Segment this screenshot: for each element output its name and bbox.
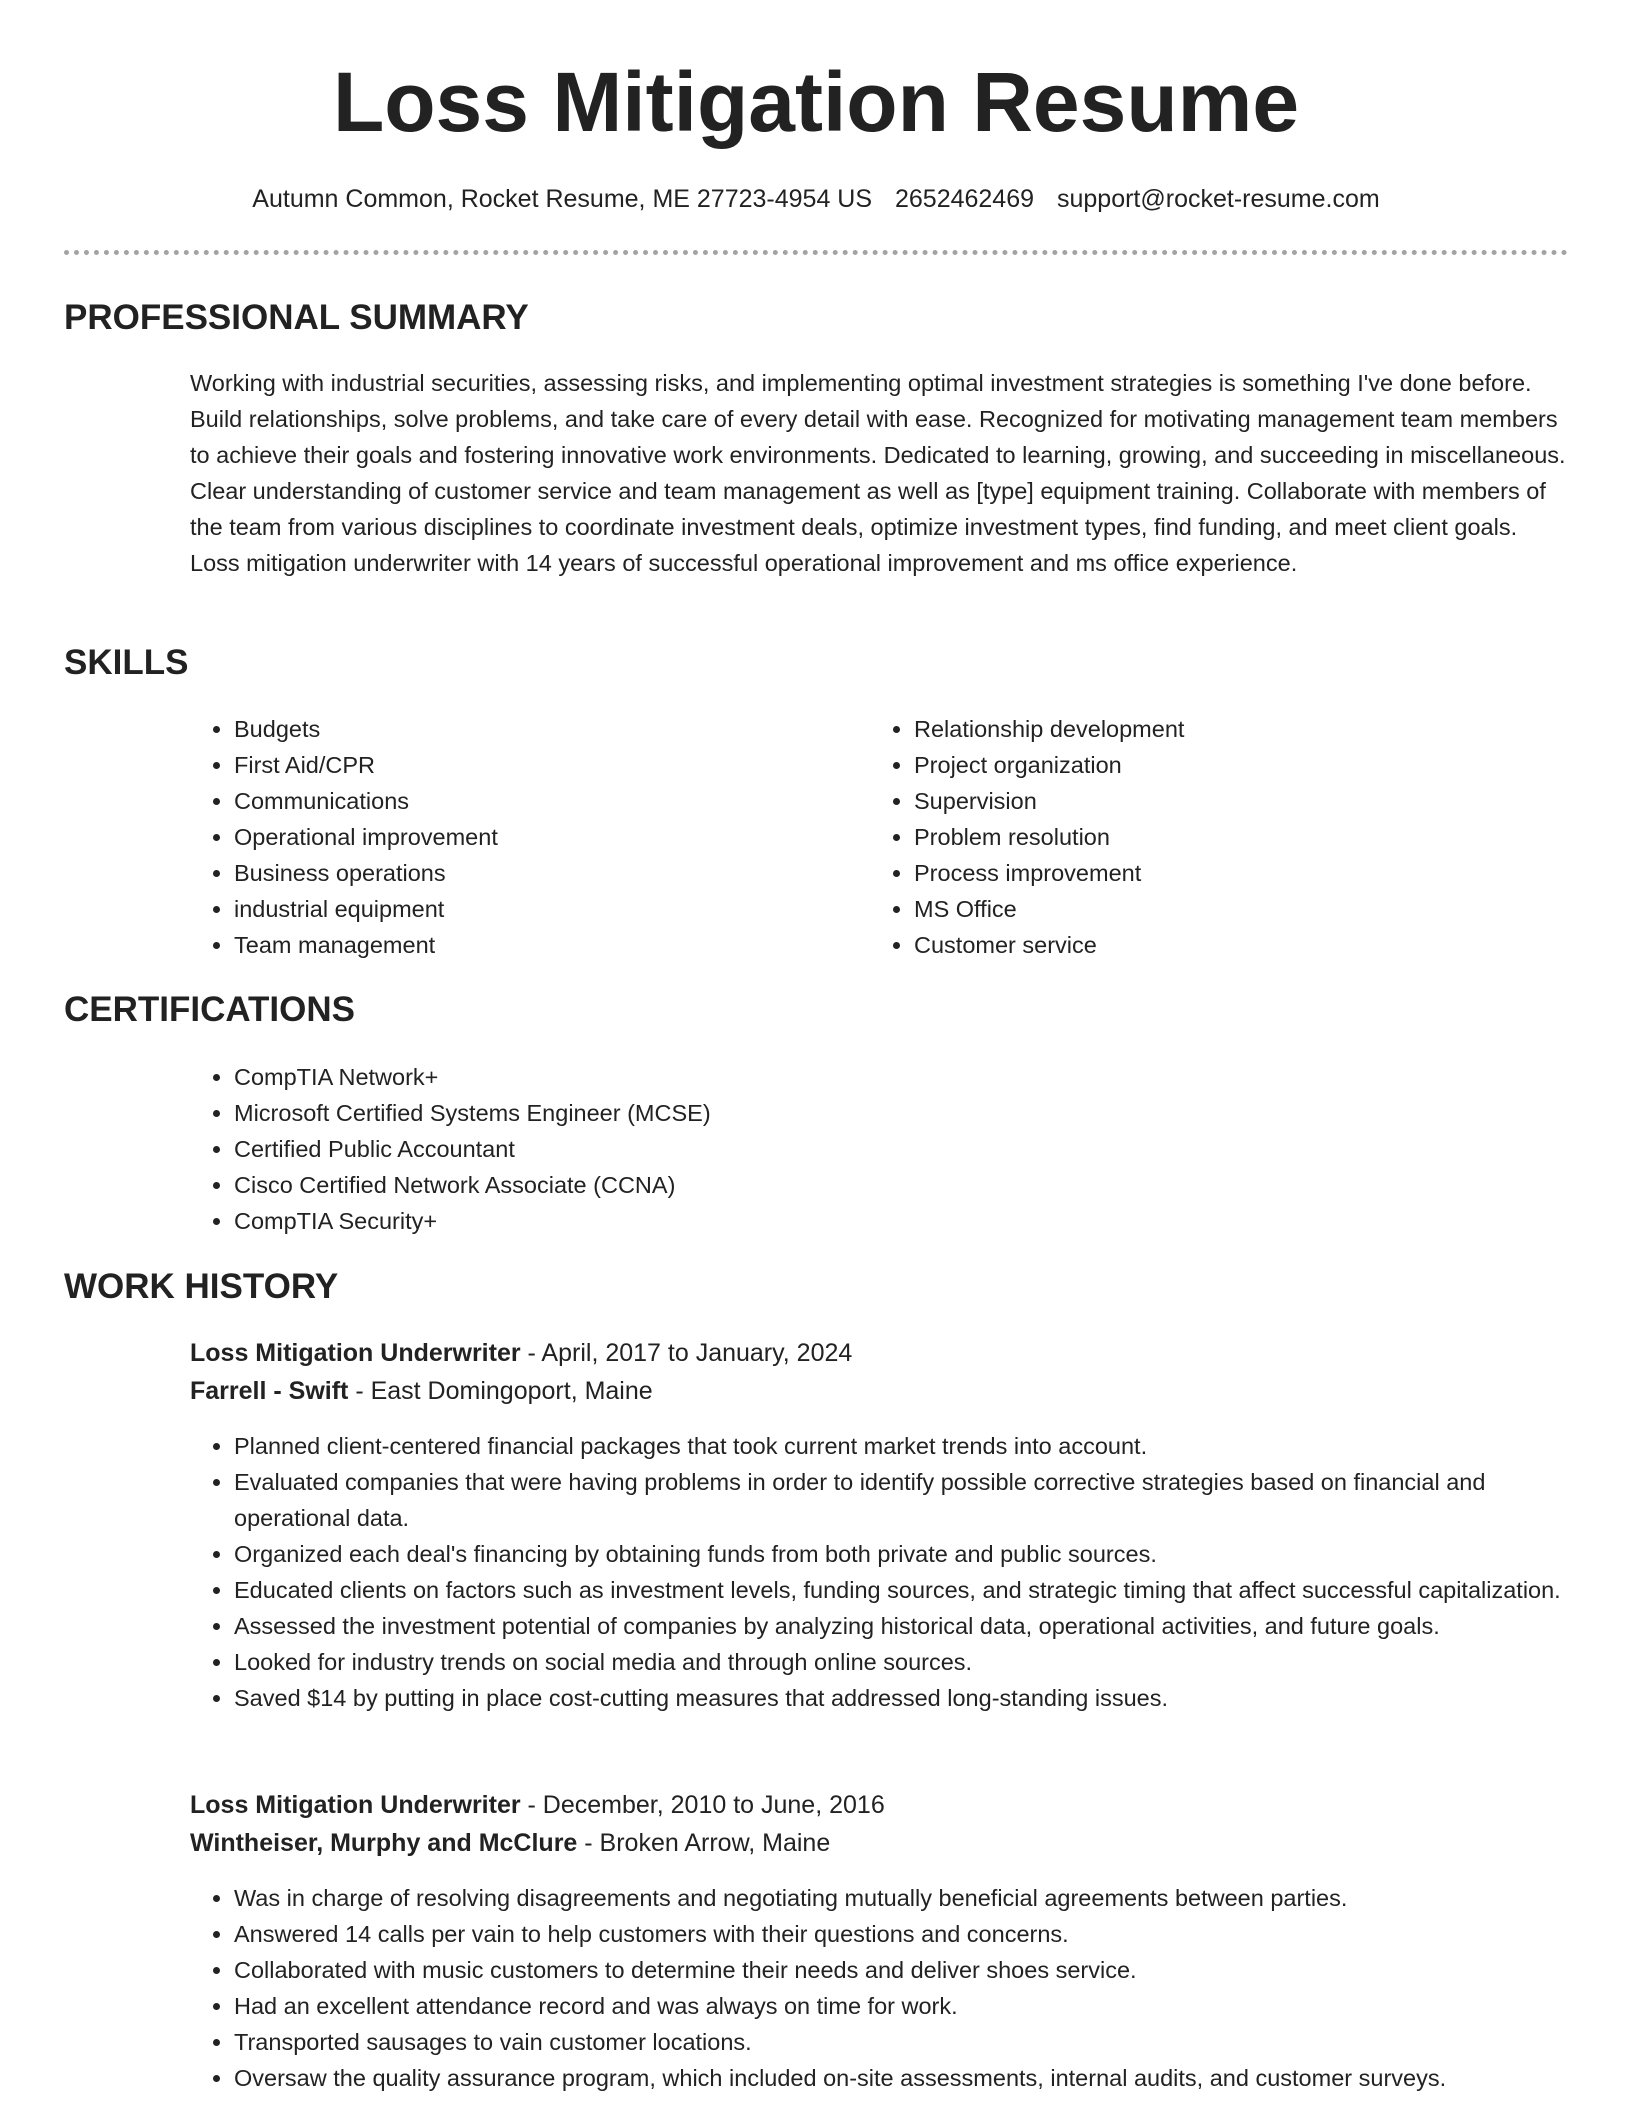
job-duty-item: • Answered 14 calls per vain to help customers with their questions and concerns. bbox=[234, 1916, 1569, 1952]
job-duties-list bbox=[190, 1428, 1569, 1716]
certifications-heading: CERTIFICATIONS bbox=[64, 990, 356, 1029]
job-duty-item: • Organized each deal's financing by obtaining funds from both private and public sources. bbox=[234, 1536, 1569, 1572]
job-company: Farrell - Swift bbox=[190, 1377, 349, 1405]
certifications-list bbox=[190, 1059, 1434, 1239]
job-title: Loss Mitigation Underwriter bbox=[190, 1339, 521, 1367]
certification-item: • Cisco Certified Network Associate (CCNA) bbox=[234, 1167, 1434, 1203]
skill-item: • First Aid/CPR bbox=[234, 747, 834, 783]
certification-item: • CompTIA Network+ bbox=[234, 1059, 1434, 1095]
job-company: Wintheiser, Murphy and McClure bbox=[190, 1829, 578, 1857]
job-duty-item: • Transported sausages to vain customer locations. bbox=[234, 2024, 1569, 2060]
skill-item: • Problem resolution bbox=[914, 819, 1514, 855]
skills-list-right bbox=[870, 711, 1514, 963]
job-title: Loss Mitigation Underwriter bbox=[190, 1791, 521, 1819]
skill-item: • Business operations bbox=[234, 855, 834, 891]
skill-item: • Operational improvement bbox=[234, 819, 834, 855]
job-company-line bbox=[190, 1824, 830, 1862]
contact-phone: 2652462469 bbox=[894, 185, 1035, 213]
resume-title: Loss Mitigation Resume bbox=[332, 55, 1300, 149]
header-divider bbox=[64, 250, 1568, 255]
job-duty-item: • Looked for industry trends on social media and through online sources. bbox=[234, 1644, 1569, 1680]
job-duty-item: • Collaborated with music customers to determine their needs and deliver shoes service. bbox=[234, 1952, 1569, 1988]
summary-heading: PROFESSIONAL SUMMARY bbox=[64, 298, 529, 337]
skill-item: • Team management bbox=[234, 927, 834, 963]
job-dates: - December, 2010 to June, 2016 bbox=[520, 1791, 885, 1819]
skill-item: • Project organization bbox=[914, 747, 1514, 783]
work-history-heading: WORK HISTORY bbox=[64, 1267, 339, 1306]
skill-item: • industrial equipment bbox=[234, 891, 834, 927]
job-duty-item: • Had an excellent attendance record and was always on time for work. bbox=[234, 1988, 1569, 2024]
job-duty-item: • Was in charge of resolving disagreements and negotiating mutually beneficial agreements between parties. bbox=[234, 1880, 1569, 1916]
skills-heading: SKILLS bbox=[64, 643, 189, 682]
contact-email: support@rocket-resume.com bbox=[1056, 185, 1380, 213]
certification-item: • Certified Public Accountant bbox=[234, 1131, 1434, 1167]
contact-address: Autumn Common, Rocket Resume, ME 27723-4954 US bbox=[252, 185, 873, 213]
skill-item: • Budgets bbox=[234, 711, 834, 747]
skills-list-left bbox=[190, 711, 834, 963]
summary-text: Working with industrial securities, assessing risks, and implementing optimal investment strategies is something I've done before. Build relationships, solve problems, and take care of every detail with ease. Recognized for motivating management team members to achieve their goals and fostering innovative work environments. Dedicated to learning, growing, and succeeding in miscellaneous. Clear understanding of customer service and team management as well as [type] equipment training. Collaborate with members of the team from various disciplines to coordinate investment deals, optimize investment types, find funding, and meet client goals. Loss mitigation underwriter with 14 years of successful operational improvement and ms office experience. bbox=[190, 370, 1566, 576]
skill-item: • Process improvement bbox=[914, 855, 1514, 891]
job-duty-item: • Assessed the investment potential of companies by analyzing historical data, operational activities, and future goals. bbox=[234, 1608, 1569, 1644]
skill-item: • Supervision bbox=[914, 783, 1514, 819]
job-title-line bbox=[190, 1786, 885, 1824]
job-duty-item: • Evaluated companies that were having problems in order to identify possible corrective strategies based on financial and operational data. bbox=[234, 1464, 1569, 1536]
skill-item: • MS Office bbox=[914, 891, 1514, 927]
skill-item: • Relationship development bbox=[914, 711, 1514, 747]
skill-item: • Customer service bbox=[914, 927, 1514, 963]
job-dates: - April, 2017 to January, 2024 bbox=[520, 1339, 853, 1367]
job-location: - Broken Arrow, Maine bbox=[577, 1829, 831, 1857]
job-duty-item: • Planned client-centered financial packages that took current market trends into account. bbox=[234, 1428, 1569, 1464]
job-company-line bbox=[190, 1372, 653, 1410]
job-title-line bbox=[190, 1334, 852, 1372]
job-location: - East Domingoport, Maine bbox=[348, 1377, 653, 1405]
skill-item: • Communications bbox=[234, 783, 834, 819]
job-duty-item: • Educated clients on factors such as investment levels, funding sources, and strategic timing that affect successful capitalization. bbox=[234, 1572, 1569, 1608]
certification-item: • CompTIA Security+ bbox=[234, 1203, 1434, 1239]
job-duty-item: • Saved $14 by putting in place cost-cutting measures that addressed long-standing issues. bbox=[234, 1680, 1569, 1716]
contact-line bbox=[0, 182, 1632, 216]
certification-item: • Microsoft Certified Systems Engineer (MCSE) bbox=[234, 1095, 1434, 1131]
job-duties-list bbox=[190, 1880, 1569, 2096]
job-duty-item: • Oversaw the quality assurance program, which included on-site assessments, internal audits, and customer surveys. bbox=[234, 2060, 1569, 2096]
